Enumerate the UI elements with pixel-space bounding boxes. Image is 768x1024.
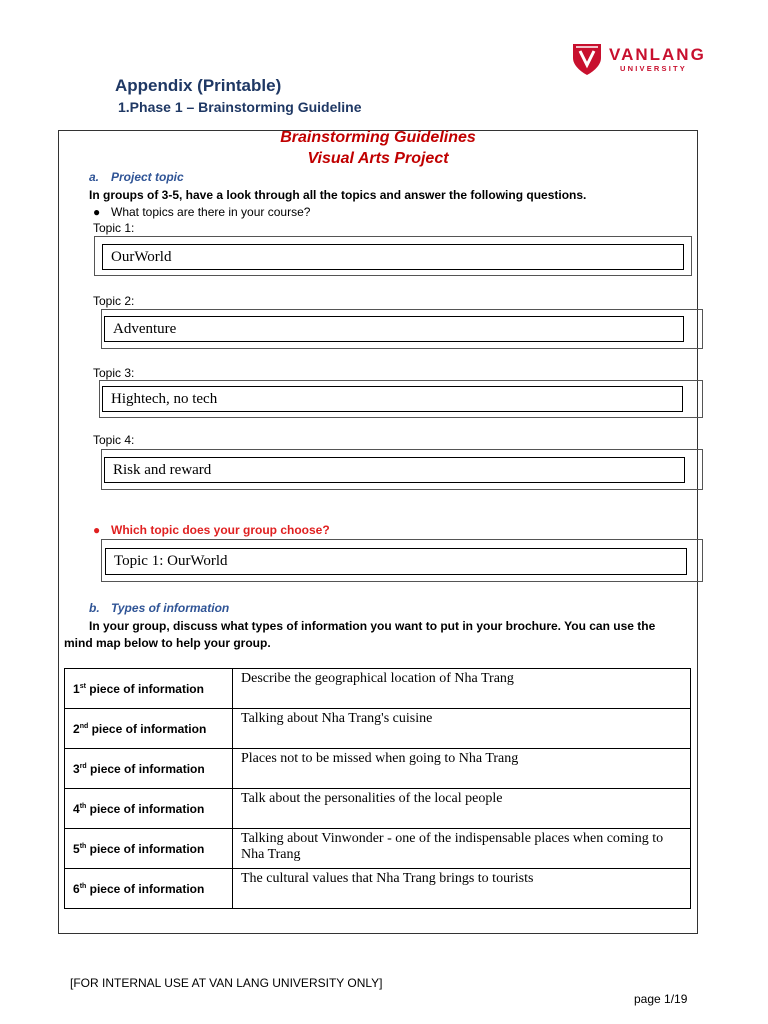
topic-3-answer[interactable]: Hightech, no tech: [102, 386, 683, 412]
section-b-heading: [89, 601, 229, 615]
group-choice-answer[interactable]: Topic 1: OurWorld: [105, 548, 687, 575]
table-row: [65, 669, 691, 709]
piece-number: 5: [73, 841, 80, 856]
group-choice-question: [93, 523, 330, 537]
topic-3-label: Topic 3:: [93, 366, 135, 380]
logo-brand-text: VANLANG: [609, 45, 706, 64]
appendix-title: Appendix (Printable): [115, 76, 282, 95]
guideline-title: Brainstorming Guidelines: [280, 129, 476, 146]
topic-4-answer[interactable]: Risk and reward: [104, 457, 685, 483]
piece-label-text: piece of information: [89, 881, 205, 896]
piece-ordinal-suffix: th: [79, 882, 87, 890]
piece-ordinal-suffix: rd: [79, 762, 87, 770]
topic-1-label: Topic 1:: [93, 221, 135, 235]
section-a-marker: a.: [89, 170, 100, 184]
section-b-instruction-line1: In your group, discuss what types of information you want to put in your brochure. You can use the: [89, 619, 656, 633]
section-a-instruction: In groups of 3-5, have a look through all the topics and answer the following questions.: [89, 188, 587, 202]
internal-use-footer: [FOR INTERNAL USE AT VAN LANG UNIVERSITY ONLY]: [70, 976, 383, 990]
topic-2-answer[interactable]: Adventure: [104, 316, 684, 342]
piece-number: 4: [73, 801, 80, 816]
section-b-marker: b.: [89, 601, 100, 615]
piece-label: [65, 709, 233, 749]
piece-number: 2: [73, 721, 80, 736]
page-number: page 1/19: [634, 992, 688, 1006]
guideline-subtitle: Visual Arts Project: [307, 150, 449, 167]
table-row: [65, 869, 691, 909]
piece-number: 1: [73, 681, 80, 696]
piece-value[interactable]: Places not to be missed when going to Nha Trang: [233, 749, 691, 789]
shield-logo-icon: [572, 42, 602, 76]
piece-ordinal-suffix: nd: [79, 722, 89, 730]
information-table: [64, 668, 691, 909]
piece-ordinal-suffix: th: [79, 842, 87, 850]
piece-label: [65, 829, 233, 869]
piece-value[interactable]: Talking about Vinwonder - one of the indispensable places when coming to Nha Trang: [233, 829, 691, 869]
piece-ordinal-suffix: st: [79, 682, 86, 690]
piece-label: [65, 749, 233, 789]
piece-ordinal-suffix: th: [79, 802, 87, 810]
piece-label-text: piece of information: [89, 841, 205, 856]
section-a-title: Project topic: [111, 170, 184, 184]
topics-question-text: What topics are there in your course?: [111, 205, 311, 219]
table-row: [65, 829, 691, 869]
piece-value[interactable]: Describe the geographical location of Nha Trang: [233, 669, 691, 709]
piece-label: [65, 789, 233, 829]
topic-4-label: Topic 4:: [93, 433, 135, 447]
piece-label-text: piece of information: [89, 681, 204, 696]
table-row: [65, 749, 691, 789]
table-row: [65, 789, 691, 829]
piece-label-text: piece of information: [89, 801, 205, 816]
section-a-heading: [89, 170, 184, 184]
university-logo: [572, 42, 706, 76]
piece-value[interactable]: Talk about the personalities of the local people: [233, 789, 691, 829]
piece-value[interactable]: Talking about Nha Trang's cuisine: [233, 709, 691, 749]
bullet-icon: ●: [93, 523, 101, 537]
piece-number: 3: [73, 761, 80, 776]
section-b-instruction-line2: mind map below to help your group.: [64, 636, 271, 650]
piece-value[interactable]: The cultural values that Nha Trang brings to tourists: [233, 869, 691, 909]
topic-2-label: Topic 2:: [93, 294, 135, 308]
piece-label-text: piece of information: [90, 761, 205, 776]
piece-number: 6: [73, 881, 80, 896]
phase-title: 1.Phase 1 – Brainstorming Guideline: [118, 99, 362, 115]
topics-question: [93, 205, 310, 219]
piece-label: [65, 869, 233, 909]
section-b-title: Types of information: [111, 601, 230, 615]
bullet-icon: ●: [93, 205, 101, 219]
group-choice-question-text: Which topic does your group choose?: [111, 523, 330, 537]
table-row: [65, 709, 691, 749]
piece-label: [65, 669, 233, 709]
piece-label-text: piece of information: [91, 721, 207, 736]
logo-sub-text: UNIVERSITY: [620, 64, 688, 73]
topic-1-answer[interactable]: OurWorld: [102, 244, 684, 270]
